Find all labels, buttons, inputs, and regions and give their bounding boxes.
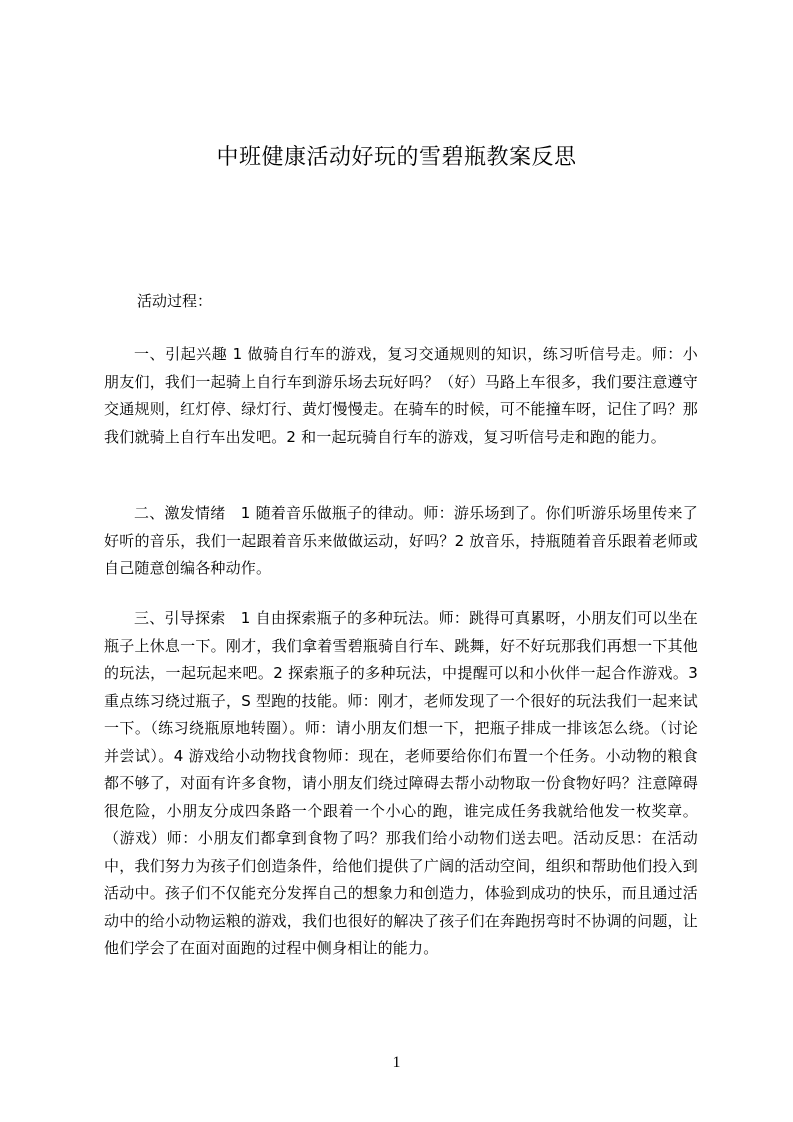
document-title: 中班健康活动好玩的雪碧瓶教案反思 <box>216 145 577 170</box>
paragraph-3: 三、引导探索 1 自由探索瓶子的多种玩法。师：跳得可真累呀，小朋友们可以坐在瓶子上休息一下。刚才，我们拿着雪碧瓶骑自行车、跳舞，好不好玩那我们再想一下其他的玩法，一起玩起来吧。2 探索瓶子的多种玩法，中提醒可以和小伙伴一起合作游戏。3 重点练习绕过瓶子，S 型跑的技能。师：刚才，老师发现了一个很好的玩法我们一起来试一下。（练习绕瓶原地转圈）。师：请小朋友们想一下，把瓶子排成一排该怎么绕。（讨论并尝试）。4 游戏给小动物找食物师：现在，老师要给你们布置一个任务。小动物的粮食都不够了，对面有许多食物，请小朋友们绕过障碍去帮小动物取一份食物好吗？注意障碍很危险，小朋友分成四条路一个跟着一个小心的跑，谁完成任务我就给他发一枚奖章。（游戏）师：小朋友们都拿到食物了吗？那我们给小动物们送去吧。活动反思：在活动中，我们努力为孩子们创造条件，给他们提供了广阔的活动空间，组织和帮助他们投入到活动中。孩子们不仅能充分发挥自己的想象力和创造力，体验到成功的快乐，而且通过活动中的给小动物运粮的游戏，我们也很好的解决了孩子们在奔跑拐弯时不协调的问题，让他们学会了在面对面跑的过程中侧身相让的能力。 <box>104 609 698 957</box>
page-number: 1 <box>392 1054 401 1071</box>
paragraph-1: 一、引起兴趣 1 做骑自行车的游戏，复习交通规则的知识，练习听信号走。师：小朋友们，我们一起骑上自行车到游乐场去玩好吗？（好）马路上车很多，我们要注意遵守交通规则，红灯停、绿灯行、黄灯慢慢走。在骑车的时候，可不能撞车呀，记住了吗？那我们就骑上自行车出发吧。2 和一起玩骑自行车的游戏，复习听信号走和跑的能力。 <box>104 345 698 446</box>
section-lead: 活动过程： <box>137 292 213 310</box>
paragraph-2: 二、激发情绪 1 随着音乐做瓶子的律动。师：游乐场到了。你们听游乐场里传来了好听的音乐，我们一起跟着音乐来做做运动，好吗？2 放音乐，持瓶随着音乐跟着老师或自己随意创编各种动作。 <box>104 504 698 577</box>
